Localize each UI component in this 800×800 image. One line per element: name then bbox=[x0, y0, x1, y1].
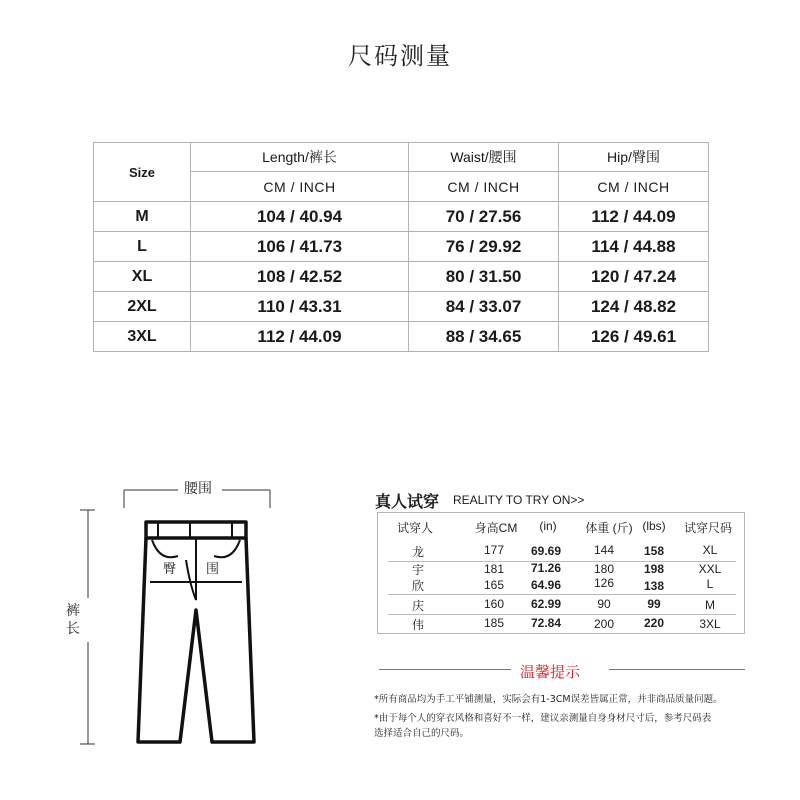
hip-cell: 124 / 48.82 bbox=[559, 292, 709, 322]
height-cm: 177 bbox=[483, 543, 505, 557]
column-header-length: Length/裤长 bbox=[191, 143, 409, 172]
tips-divider-left bbox=[379, 669, 511, 670]
height-cm: 185 bbox=[483, 616, 505, 630]
try-size: XL bbox=[702, 543, 718, 557]
hip-cell: 112 / 44.09 bbox=[559, 202, 709, 232]
weight-jin: 90 bbox=[597, 597, 611, 611]
length-cell: 106 / 41.73 bbox=[191, 232, 409, 262]
size-cell: 2XL bbox=[94, 292, 191, 322]
weight-jin: 144 bbox=[593, 543, 615, 557]
row-divider bbox=[388, 614, 736, 615]
length-cell: 112 / 44.09 bbox=[191, 322, 409, 352]
note-style-line-1: *由于每个人的穿衣风格和喜好不一样，建议亲测量自身身材尺寸后，参考尺码表 bbox=[374, 713, 712, 724]
height-cm: 160 bbox=[483, 597, 505, 611]
table-row bbox=[94, 322, 709, 352]
row-divider bbox=[388, 594, 736, 595]
person-name: 庆 bbox=[411, 599, 424, 613]
try-size: L bbox=[706, 577, 714, 591]
header-person: 试穿人 bbox=[396, 521, 433, 535]
try-size: M bbox=[705, 598, 715, 612]
unit-hip: CM / INCH bbox=[559, 172, 709, 202]
waist-cell: 84 / 33.07 bbox=[409, 292, 559, 322]
note-style-line-2: 选择适合自己的尺码。 bbox=[374, 728, 470, 739]
person-name: 宇 bbox=[411, 563, 424, 577]
height-cm: 165 bbox=[483, 578, 505, 592]
length-label bbox=[66, 602, 82, 638]
column-header-hip: Hip/臀围 bbox=[559, 143, 709, 172]
page-title: 尺码测量 bbox=[348, 42, 452, 70]
height-in: 69.69 bbox=[530, 544, 562, 558]
header-weight-jin: 体重 (斤) bbox=[585, 521, 633, 535]
unit-waist: CM / INCH bbox=[409, 172, 559, 202]
waist-label: 腰围 bbox=[184, 481, 212, 497]
note-measurement: *所有商品均为手工平铺测量，实际会有1-3CM误差皆属正常，并非商品质量问题。 bbox=[374, 694, 723, 705]
tips-title: 温馨提示 bbox=[520, 663, 581, 681]
length-label-char-1: 裤 bbox=[66, 603, 80, 619]
weight-lbs: 138 bbox=[643, 579, 665, 593]
real-try-title: 真人试穿 bbox=[375, 492, 440, 511]
size-cell: XL bbox=[94, 262, 191, 292]
length-label-char-2: 长 bbox=[66, 621, 80, 637]
waist-cell: 70 / 27.56 bbox=[409, 202, 559, 232]
table-row bbox=[94, 232, 709, 262]
length-cell: 110 / 43.31 bbox=[191, 292, 409, 322]
waist-cell: 76 / 29.92 bbox=[409, 232, 559, 262]
size-cell: 3XL bbox=[94, 322, 191, 352]
header-weight-lbs: (lbs) bbox=[642, 519, 666, 533]
table-row bbox=[94, 262, 709, 292]
size-cell: M bbox=[94, 202, 191, 232]
waist-cell: 88 / 34.65 bbox=[409, 322, 559, 352]
hip-cell: 120 / 47.24 bbox=[559, 262, 709, 292]
try-size: XXL bbox=[698, 562, 722, 576]
hip-label-char-1: 臀 bbox=[163, 562, 177, 577]
height-cm: 181 bbox=[483, 562, 505, 576]
weight-jin: 126 bbox=[593, 576, 615, 590]
header-try-size: 试穿尺码 bbox=[683, 521, 732, 535]
length-cell: 108 / 42.52 bbox=[191, 262, 409, 292]
weight-lbs: 198 bbox=[643, 562, 665, 576]
length-cell: 104 / 40.94 bbox=[191, 202, 409, 232]
header-height-cm: 身高CM bbox=[474, 521, 518, 535]
real-try-subtitle: REALITY TO TRY ON>> bbox=[453, 493, 585, 507]
weight-jin: 180 bbox=[593, 562, 615, 576]
hip-cell: 126 / 49.61 bbox=[559, 322, 709, 352]
tips-divider-right bbox=[609, 669, 745, 670]
person-name: 龙 bbox=[411, 545, 424, 559]
length-dimension-line bbox=[80, 510, 95, 744]
weight-lbs: 220 bbox=[643, 616, 665, 630]
unit-length: CM / INCH bbox=[191, 172, 409, 202]
person-name: 欣 bbox=[411, 579, 424, 593]
table-row bbox=[94, 202, 709, 232]
height-in: 71.26 bbox=[530, 561, 562, 575]
header-height-in: (in) bbox=[539, 519, 557, 533]
person-name: 伟 bbox=[411, 618, 424, 632]
height-in: 64.96 bbox=[530, 578, 562, 592]
hip-cell: 114 / 44.88 bbox=[559, 232, 709, 262]
height-in: 72.84 bbox=[530, 616, 562, 630]
column-header-waist: Waist/腰围 bbox=[409, 143, 559, 172]
table-header-row bbox=[94, 143, 709, 172]
hip-label-char-2: 围 bbox=[206, 562, 220, 577]
size-cell: L bbox=[94, 232, 191, 262]
size-header: Size bbox=[94, 143, 191, 202]
weight-lbs: 158 bbox=[643, 544, 665, 558]
pants-diagram bbox=[0, 470, 340, 760]
height-in: 62.99 bbox=[530, 597, 562, 611]
size-table bbox=[93, 142, 709, 352]
table-row bbox=[94, 292, 709, 322]
weight-lbs: 99 bbox=[647, 597, 661, 611]
waist-cell: 80 / 31.50 bbox=[409, 262, 559, 292]
try-size: 3XL bbox=[699, 617, 721, 631]
weight-jin: 200 bbox=[593, 617, 615, 631]
